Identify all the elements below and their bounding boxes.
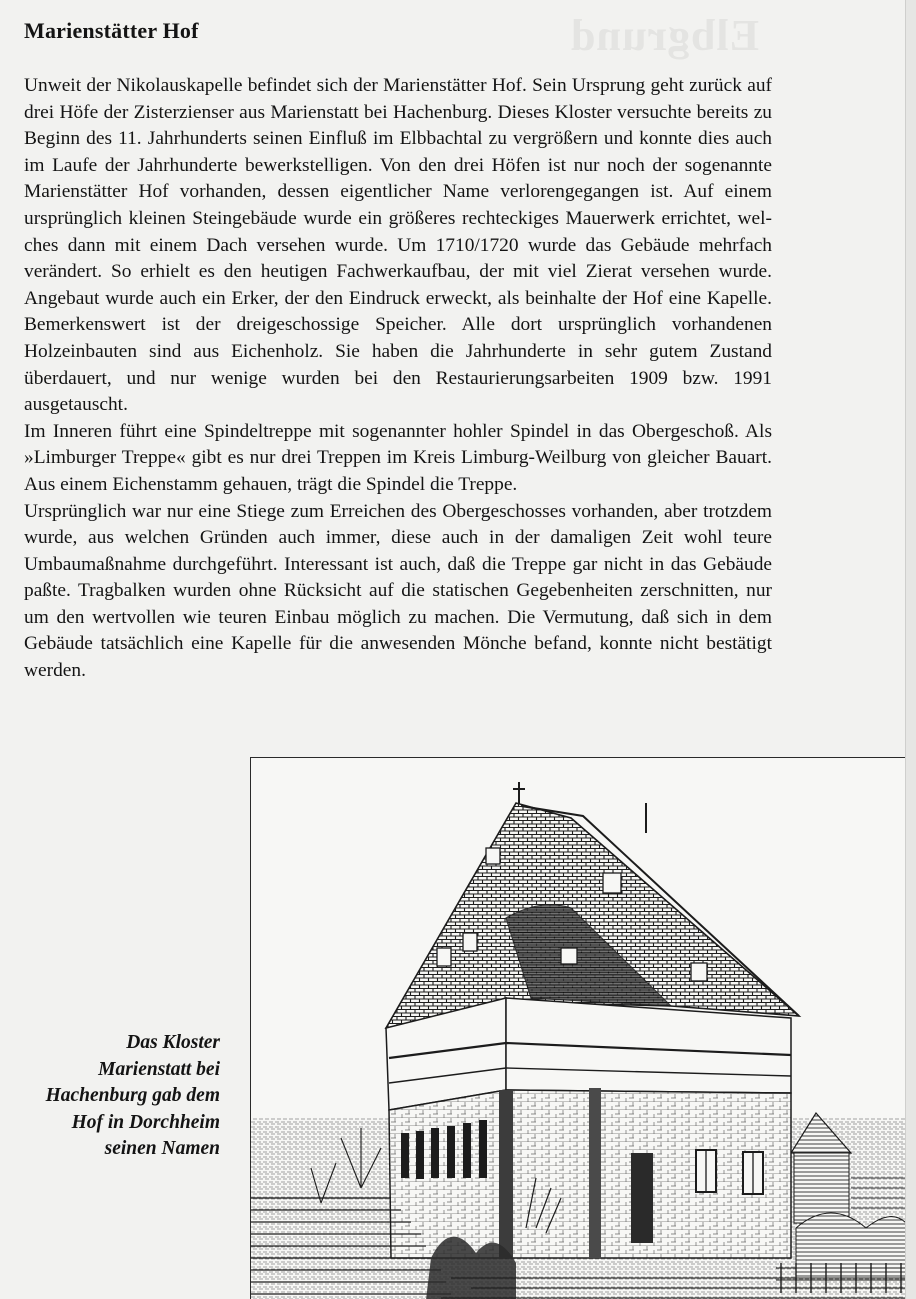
house-illustration xyxy=(250,757,905,1299)
bleed-through-text: Elbgrund xyxy=(570,11,759,60)
article-body xyxy=(24,73,772,685)
page-title: Marienstätter Hof xyxy=(24,18,199,43)
paragraph-renovation: Ursprünglich war nur eine Stiege zum Erreichen des Obergeschosses vorhanden, aber trotzdem wurde, aus welchen Gründen auch immer, diese auch in der damaligen Zeit wohl teure Umbaumaßnahme durchgeführt. Interessant ist auch, daß die Treppe gar nicht in das Gebäude paßte. Tragbalken wurden ohne Rücksicht auf die statischen Gegebenheiten zerschnitten, nur um den wertvollen wie teuren Einbau möglich zu machen. Die Vermutung, daß sich in dem Gebäude tatsächlich eine Kapelle für die anwesenden Mönche befand, konnte nicht bestätigt werden. xyxy=(24,500,772,682)
caption-line: Hof in Dorchheim xyxy=(71,1111,220,1133)
house-engraving xyxy=(251,758,905,1299)
caption-line: seinen Namen xyxy=(104,1138,220,1159)
figure-caption xyxy=(14,1030,220,1163)
caption-line: Marienstatt bei xyxy=(98,1058,220,1080)
paragraph-staircase: Im Inneren führt eine Spindeltreppe mit sogenannter hohler Spindel in das Obergeschoß. Als »Limburger Treppe« gibt es nur drei Treppen im Kreis Limburg-Weilburg von gleicher Bauart. Aus einem Eichenstamm gehauen, trägt die Spindel die Treppe. xyxy=(24,420,772,495)
main-roof xyxy=(386,782,799,1028)
paragraph-history: Unweit der Nikolauskapelle befindet sich der Marienstätter Hof. Sein Ursprung geht zurück auf drei Höfe der Zisterzienser aus Marienstatt bei Hachenburg. Dieses Kloster versuchte bereits zu Beginn des 11. Jahrhunderts seinen Einfluß im Elbbachtal zu vergrößern und konnte dies auch im Laufe der Jahrhunderte bewerkstelligen. Von den drei Höfen ist nur noch der sogenannte Marienstätter Hof vorhanden, dessen eigentlicher Name verlorengegangen ist. Auf einem ursprünglich kleinen Steingebäude wurde ein größeres rechteckiges Mauerwerk errichtet, welches dann mit einem Dach versehen wurde. Um 1710/1720 wurde das Gebäude mehrfach verändert. So erhielt es den heutigen Fachwerkaufbau, der mit viel Zierat versehen wurde. Angebaut wurde auch ein Erker, der den Eindruck erweckt, als beinhalte der Hof eine Kapelle. Bemerkenswert ist der dreigeschossige Speicher. Alle dort ursprünglich vorhandenen Holzeinbauten sind aus Eichenholz. Sie haben die Jahrhunderte in sehr gutem Zustand überdauert, und nur wenige wurden bei den Restaurierungsarbeiten 1909 bzw. 1991 ausgetauscht. xyxy=(24,75,772,416)
caption-line: Hachenburg gab dem xyxy=(45,1085,220,1106)
page-edge xyxy=(905,0,916,1299)
caption-line: Das Kloster xyxy=(126,1032,220,1053)
